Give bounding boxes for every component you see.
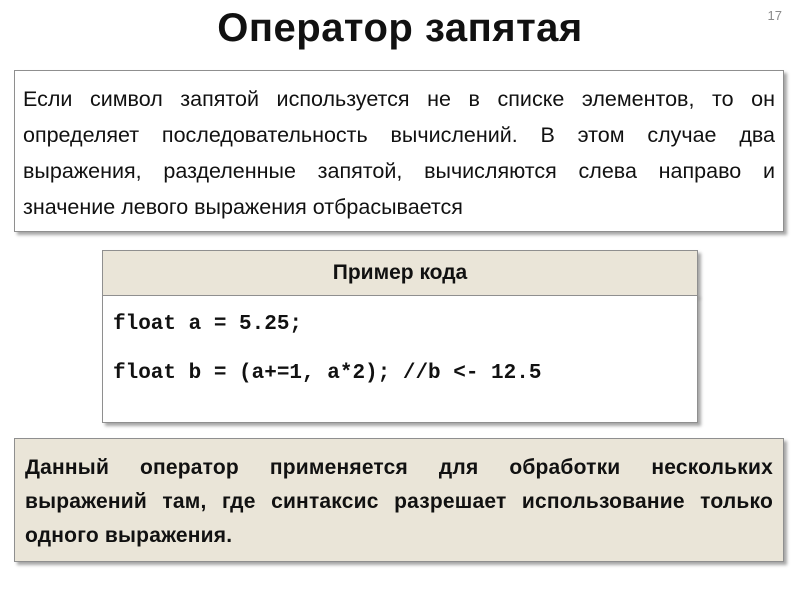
code-line: float a = 5.25; xyxy=(113,313,303,336)
code-example-header xyxy=(102,250,698,296)
code-example-body xyxy=(102,295,698,423)
slide-number: 17 xyxy=(767,8,782,23)
slide-title: Оператор запятая xyxy=(217,6,583,50)
intro-text: Если символ запятой используется не в списке элементов, то он определяет последовательность вычислений. В этом случае два выражения, разделенные запятой, вычисляются слева направо и значение левого выражения отбрасывается xyxy=(23,87,775,219)
code-example-title: Пример кода xyxy=(332,261,468,284)
summary-text: Данный оператор применяется для обработки нескольких выражений там, где синтаксис разрешает использование только одного выражения. xyxy=(25,456,773,547)
summary-box xyxy=(14,438,784,562)
intro-box xyxy=(14,70,784,232)
code-line: float b = (a+=1, a*2); //b <- 12.5 xyxy=(113,362,542,385)
